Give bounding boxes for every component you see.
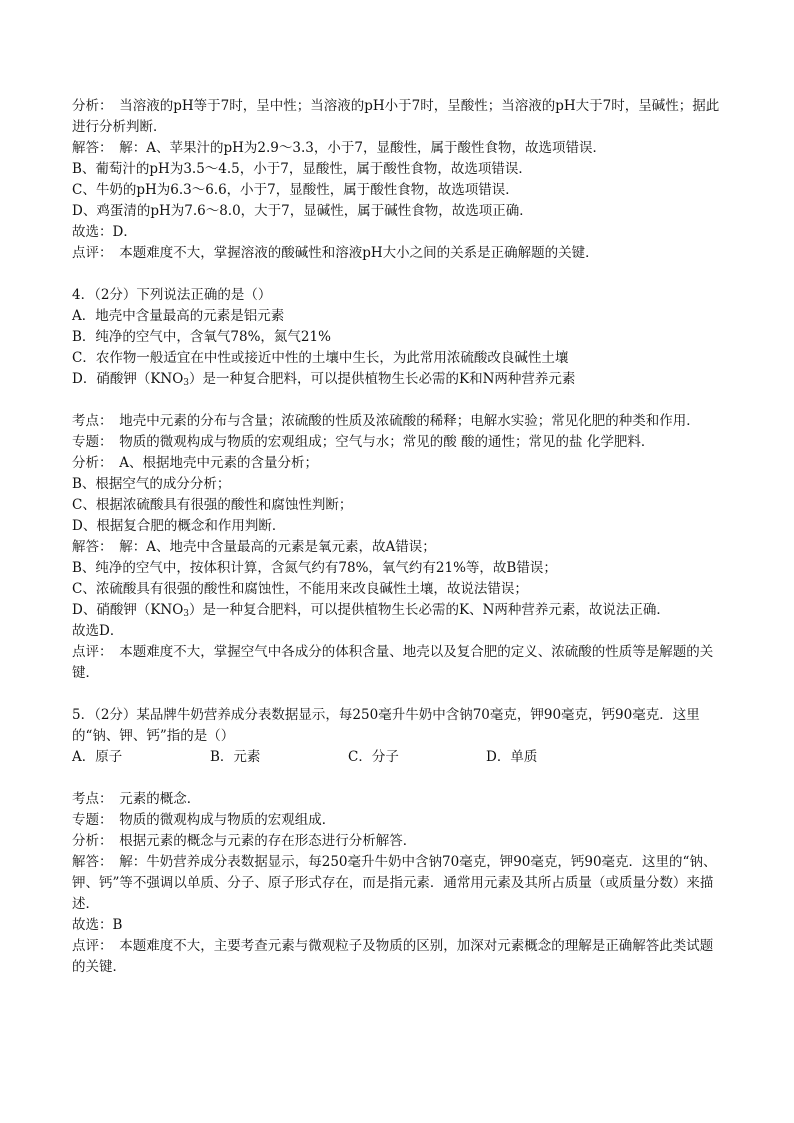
q4-option-d-pre: D．硝酸钾（KNO: [72, 371, 184, 387]
q5-xuan: 故选：B: [72, 917, 123, 933]
q4-answer-line: C、浓硫酸具有很强的酸性和腐蚀性，不能用来改良碱性土壤，故说法错误；: [72, 581, 528, 597]
q5-comment: 点评： 本题难度不大，主要考查元素与微观粒子及物质的区别，加深对元素概念的理解是正确解答此类试题的关键．: [72, 938, 714, 975]
q4-answer-d-subscript: 3: [183, 609, 190, 619]
q5-option-b: B．元素: [210, 749, 261, 765]
q4-option-b: B．纯净的空气中，含氧气78%，氮气21%: [72, 329, 331, 345]
q5-option-d: D．单质: [486, 749, 538, 765]
document-page: [72, 96, 724, 978]
q3-answer-line: C、牛奶的pH为6.3～6.6，小于7，显酸性，属于酸性食物，故选项错误．: [72, 182, 519, 198]
q4-answer-line: B、纯净的空气中，按体积计算，含氮气约有78%，氧气约有21%等，故B错误；: [72, 560, 557, 576]
q3-answer-line: B、葡萄汁的pH为3.5～4.5，小于7，显酸性，属于酸性食物，故选项错误．: [72, 161, 532, 177]
q4-option-d: [72, 369, 724, 390]
q4-answer-d-post: ）是一种复合肥料，可以提供植物生长必需的K、N两种营养元素，故说法正确．: [189, 602, 670, 618]
q5-options: [72, 747, 724, 768]
q3-answer-line: D、鸡蛋清的pH为7.6～8.0，大于7，显碱性，属于碱性食物，故选项正确．: [72, 203, 533, 219]
q3-answer-line: 解答： 解：A、苹果汁的pH为2.9～3.3，小于7，显酸性，属于酸性食物，故选项错误．: [72, 140, 606, 156]
q4-kaodian: 考点： 地壳中元素的分布与含量；浓硫酸的性质及浓硫酸的稀释；电解水实验；常见化肥的种类和作用．: [72, 413, 700, 429]
q4-option-d-post: ）是一种复合肥料，可以提供植物生长必需的K和N两种营养元素: [189, 371, 576, 387]
q4-answer-line: 解答： 解：A、地壳中含量最高的元素是氧元素，故A错误；: [72, 539, 436, 555]
q4-option-a: A．地壳中含量最高的元素是铝元素: [72, 308, 285, 324]
q4-option-d-subscript: 3: [183, 378, 190, 388]
q4-analysis-line: D、根据复合肥的概念和作用判断．: [72, 518, 286, 534]
q5-zhuanti: 专题： 物质的微观构成与物质的宏观组成．: [72, 812, 336, 828]
q4-analysis-line: 分析： A、根据地壳中元素的含量分析；: [72, 455, 318, 471]
q4-answer-d-pre: D、硝酸钾（KNO: [72, 602, 184, 618]
q4-xuan: 故选D．: [72, 623, 124, 639]
q4-comment: 点评： 本题难度不大，掌握空气中各成分的体积含量、地壳以及复合肥的定义、浓硫酸的性质等是解题的关键．: [72, 644, 714, 681]
q4-analysis-line: C、根据浓硫酸具有很强的酸性和腐蚀性判断；: [72, 497, 353, 513]
q5-analysis: 分析： 根据元素的概念与元素的存在形态进行分析解答．: [72, 833, 417, 849]
q3-comment: 点评： 本题难度不大，掌握溶液的酸碱性和溶液pH大小之间的关系是正确解题的关键．: [72, 245, 599, 261]
q4-analysis-line: B、根据空气的成分分析；: [72, 476, 231, 492]
q5-kaodian: 考点： 元素的概念．: [72, 791, 201, 807]
q3-answer-line: 故选：D．: [72, 224, 137, 240]
q4-stem: 4．（2分）下列说法正确的是（）: [72, 287, 272, 303]
q5-option-a: A．原子: [72, 749, 123, 765]
q3-analysis: 分析： 当溶液的pH等于7时，呈中性；当溶液的pH小于7时，呈酸性；当溶液的pH大于7时，呈碱性；据此进行分析判断．: [72, 98, 720, 135]
q5-answer: 解答： 解：牛奶营养成分表数据显示，每250毫升牛奶中含钠70毫克，钾90毫克，钙90毫克．这里的“钠、钾、钙”等不强调以单质、分子、原子形式存在，而是指元素．通常用元素及其所占质量（或质量分数）来描述．: [72, 854, 717, 912]
q4-option-c: C．农作物一般适宜在中性或接近中性的土壤中生长，为此常用浓硫酸改良碱性土壤: [72, 350, 569, 366]
q5-option-c: C．分子: [348, 749, 399, 765]
q5-stem: 5．（2分）某品牌牛奶营养成分表数据显示，每250毫升牛奶中含钠70毫克，钾90毫克，钙90毫克．这里的“钠、钾、钙”指的是（）: [72, 707, 700, 744]
q4-zhuanti: 专题： 物质的微观构成与物质的宏观组成；空气与水；常见的酸 酸的通性；常见的盐 化学肥料．: [72, 434, 655, 450]
q4-answer-line-d: [72, 600, 724, 621]
